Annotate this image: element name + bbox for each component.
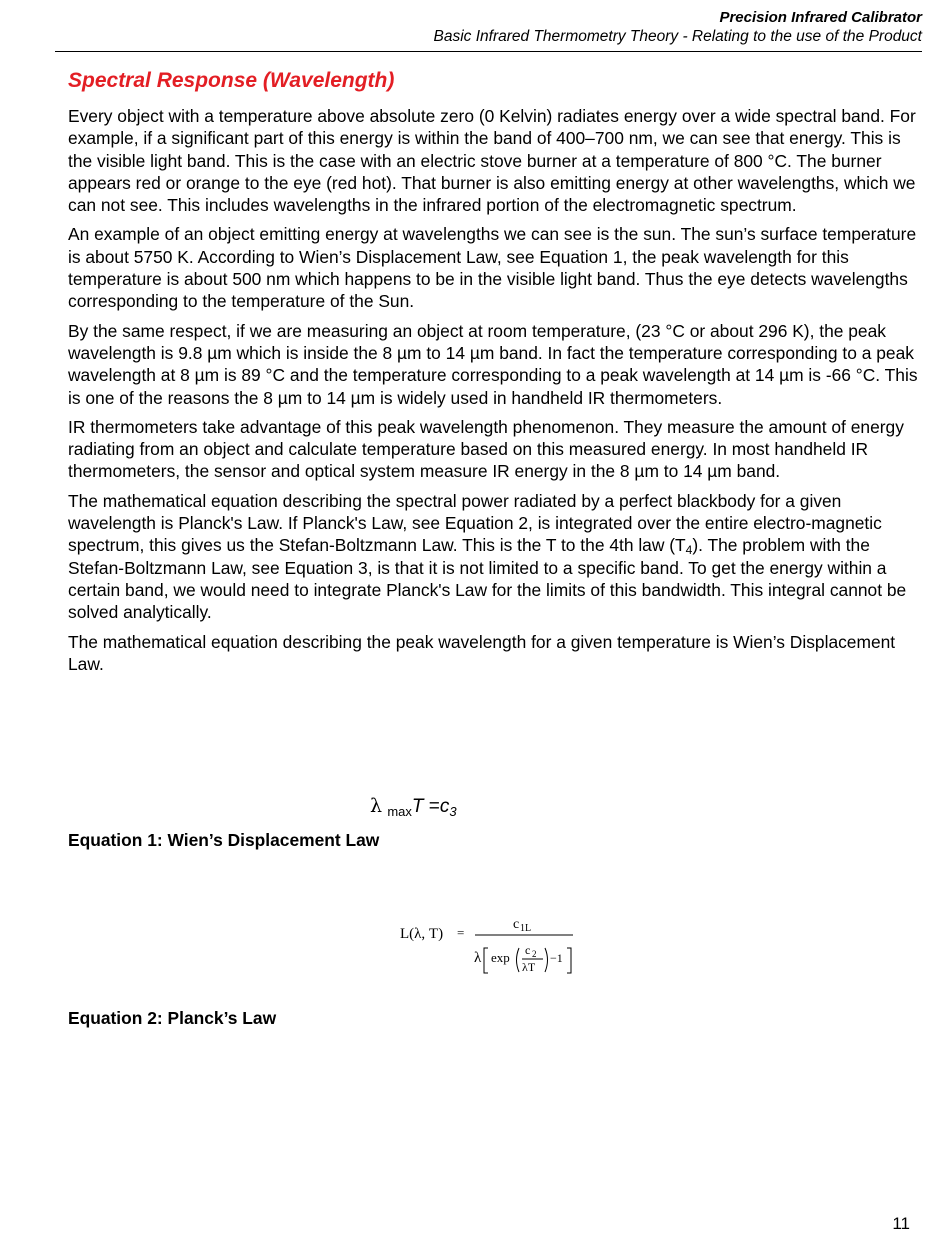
eq2-denominator-lambda: λ	[474, 950, 482, 966]
eq1-variable-t: T	[411, 796, 424, 817]
paragraph-visible-light: Every object with a temperature above absolute zero (0 Kelvin) radiates energy over a wide spectral band. For example, if a significant part of this energy is within the band of 400–700 nm, we can see that energy. This is the visible light band. This is the case with an electric stove burner at a temperature of 800 °C. The burner appears red or orange to the eye (red hot). That burner is also emitting energy at other wavelengths, which we can not see. This includes wavelengths in the infrared portion of the electromagnetic spectrum.	[68, 106, 916, 216]
paragraph-room-temperature: By the same respect, if we are measuring an object at room temperature, (23 °C or about 296 K), the peak wavelength is 9.8 µm which is inside the 8 µm to 14 µm band. In fact the temperature corresponding to a peak wavelength at 8 µm is 89 °C and the temperature corresponding to a peak wavelength at 14 µm is -66 °C. This is one of the reasons the 8 µm to 14 µm is widely used in handheld IR thermometers.	[68, 320, 918, 408]
header-subtitle: Basic Infrared Thermometry Theory - Relating to the use of the Product	[433, 28, 922, 45]
header-title: Precision Infrared Calibrator	[719, 9, 922, 26]
page-number: 11	[892, 1214, 910, 1233]
equation-wien	[370, 794, 457, 819]
eq2-numerator: c	[513, 917, 520, 932]
paragraph-planck-law	[68, 490, 924, 624]
equation-planck	[395, 910, 585, 980]
eq2-right-bracket	[567, 948, 571, 973]
eq2-left-bracket	[484, 948, 488, 973]
equation1-caption: Equation 1: Wien’s Displacement Law	[68, 830, 380, 850]
eq2-lhs: L(λ, T)	[400, 926, 444, 942]
paragraph-planck-law-part2: ). The problem with the Stefan-Boltzmann Law, see Equation 3, is that it is not limited to a specific band. To get the energy within a certain band, we would need to integrate Planck's Law for the limits of this bandwidth. This integral cannot be solved analytically.	[68, 535, 907, 623]
eq2-inner-numerator: c	[525, 943, 531, 957]
section-title: Spectral Response (Wavelength)	[68, 69, 395, 92]
eq2-exp: exp	[491, 950, 510, 965]
equation2-caption: Equation 2: Planck’s Law	[68, 1008, 277, 1028]
subscript-4: 4	[685, 543, 693, 558]
eq2-equals: =	[457, 925, 465, 940]
eq2-right-paren	[545, 948, 548, 972]
paragraph-wien-law: The mathematical equation describing the peak wavelength for a given temperature is Wien’s Displacement Law.	[68, 631, 896, 674]
header-divider	[55, 51, 922, 52]
eq2-inner-numerator-subscript: 2	[532, 949, 537, 959]
eq1-subscript-max: max	[387, 804, 412, 819]
body-text	[68, 105, 924, 682]
eq2-numerator-subscript: 1L	[520, 923, 532, 934]
running-header	[434, 8, 922, 46]
eq2-left-paren	[517, 948, 520, 972]
eq1-constant-subscript: 3	[449, 804, 457, 819]
eq1-equals: =	[423, 796, 440, 817]
paragraph-ir-thermometers: IR thermometers take advantage of this peak wavelength phenomenon. They measure the amount of energy radiating from an object and calculate temperature based on this measured energy. In most handheld IR thermometers, the sensor and optical system measure IR energy in the 8 µm to 14 µm band.	[68, 416, 904, 482]
eq2-minus-one: −1	[550, 951, 563, 965]
eq1-lambda: λ	[370, 795, 383, 817]
paragraph-sun-example: An example of an object emitting energy at wavelengths we can see is the sun. The sun’s surface temperature is about 5750 K. According to Wien’s Displacement Law, see Equation 1, the peak wavelength for this temperature is about 500 nm which happens to be in the visible light band. Thus the eye detects wavelengths corresponding to the temperature of the Sun.	[68, 224, 917, 312]
eq2-inner-denominator: λT	[522, 960, 536, 974]
paragraph-planck-law-part1: The mathematical equation describing the spectral power radiated by a perfect blackbody for a given wavelength is Planck's Law. If Planck's Law, see Equation 2, is integrated over the entire electro-magnetic spectrum, this gives us the Stefan-Boltzmann Law. This is the T to the 4th law (T	[68, 490, 882, 556]
eq1-constant: c	[439, 796, 450, 817]
planck-equation-graphic	[395, 910, 585, 980]
